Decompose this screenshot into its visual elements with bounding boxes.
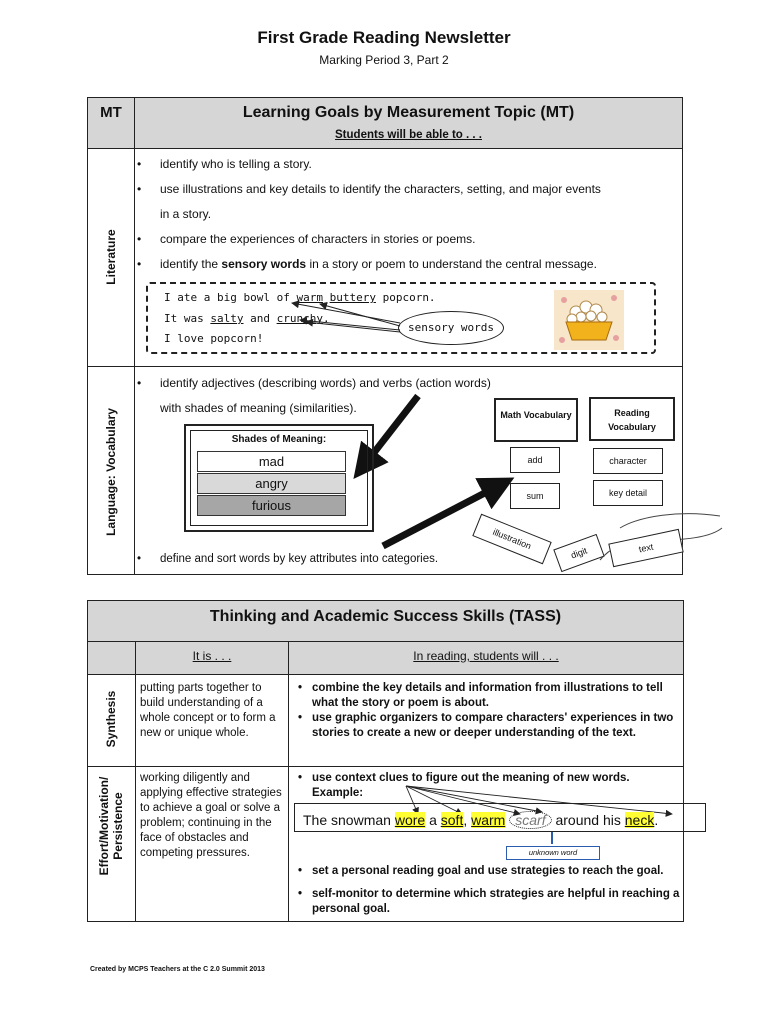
unknown-word-tag: unknown word (506, 846, 600, 860)
word-card-text: text (608, 529, 683, 567)
footer-credit: Created by MCPS Teachers at the C 2.0 Summit 2013 (90, 966, 265, 973)
list-item: • combine the key details and information from illustrations to tell what the story or poem is about. (298, 682, 663, 709)
page-title: First Grade Reading Newsletter (257, 28, 511, 47)
tass-divider-2 (88, 674, 683, 675)
col-header-goals-sub: Students will be able to . . . (335, 129, 482, 141)
col-header-it-is: It is . . . (192, 649, 232, 663)
tass-col-divider-2 (288, 642, 289, 921)
col-header-students-will: In reading, students will . . . (413, 649, 559, 663)
list-item: • compare the experiences of characters in stories or poems. (137, 232, 476, 246)
row-label-effort: Effort/Motivation/ Persistence (97, 776, 125, 876)
shades-title: Shades of Meaning: (231, 434, 327, 445)
word-card-character: character (593, 448, 663, 474)
list-item: • self-monitor to determine which strategies are helpful in reaching a personal goal. (298, 888, 680, 915)
sensory-words-callout: sensory words (398, 311, 504, 345)
example-label: Example: (312, 787, 364, 799)
word-card-illustration: illustration (472, 514, 551, 565)
sensory-arrows (292, 303, 400, 332)
shade-mad: mad (197, 451, 346, 472)
effort-bullet-1 (290, 771, 682, 786)
language-bullets (134, 371, 534, 421)
example-line-2: It was salty and crunchy. (164, 312, 330, 325)
word-card-sum: sum (510, 483, 560, 509)
list-item: with shades of meaning (similarities). (160, 401, 357, 415)
synthesis-definition: putting parts together to build understanding of a whole concept or to form a new or unique whole. (140, 682, 276, 739)
popcorn-icon (554, 290, 624, 350)
list-item: • use illustrations and key details to identify the characters, setting, and major events (137, 182, 601, 196)
tass-divider-3 (88, 766, 683, 767)
tass-title: Thinking and Academic Success Skills (TASS) (209, 608, 562, 625)
tass-divider-1 (88, 641, 683, 642)
math-vocabulary-card: Math Vocabulary (494, 398, 578, 442)
word-card-add: add (510, 447, 560, 473)
list-item: • use graphic organizers to compare characters' experiences in two stories to create a new or deeper understanding of the text. (298, 712, 674, 739)
synthesis-bullets (290, 681, 682, 741)
page-subtitle: Marking Period 3, Part 2 (319, 53, 449, 67)
shade-angry: angry (197, 473, 346, 494)
list-item: • identify who is telling a story. (137, 157, 312, 171)
example-line-1: I ate a big bowl of warm buttery popcorn. (164, 291, 436, 304)
list-item: in a story. (160, 207, 212, 221)
row-label-literature: Literature (104, 229, 118, 285)
list-item: • use context clues to figure out the meaning of new words. (298, 772, 630, 784)
list-item: • define and sort words by key attributes into categories. (137, 553, 439, 565)
effort-definition: working diligently and applying effective strategies to achieve a goal or solve a problem; continuing in the face of obstacles and competing pressures. (140, 772, 282, 859)
row-label-language: Language: Vocabulary (104, 408, 118, 536)
list-item: • identify adjectives (describing words) and verbs (action words) (137, 376, 491, 390)
context-sentence: The snowman wore a soft, warm scarf around his neck. (303, 812, 659, 828)
language-bullets-2 (134, 547, 514, 572)
unknown-word-scarf: scarf (509, 811, 551, 829)
word-card-key-detail: key detail (593, 480, 663, 506)
col-header-goals: Learning Goals by Measurement Topic (MT) (242, 104, 575, 121)
effort-bullets (290, 864, 682, 917)
word-card-digit: digit (553, 534, 604, 572)
row-label-synthesis: Synthesis (104, 690, 118, 748)
tass-col-divider-1 (135, 642, 136, 921)
list-item: • identify the sensory words in a story or poem to understand the central message. (137, 257, 597, 271)
shade-furious: furious (197, 495, 346, 516)
list-item: • set a personal reading goal and use strategies to reach the goal. (298, 865, 664, 877)
reading-vocabulary-card: Reading Vocabulary (589, 397, 675, 441)
example-line-3: I love popcorn! (164, 332, 264, 345)
col-header-mt: MT (100, 104, 122, 121)
